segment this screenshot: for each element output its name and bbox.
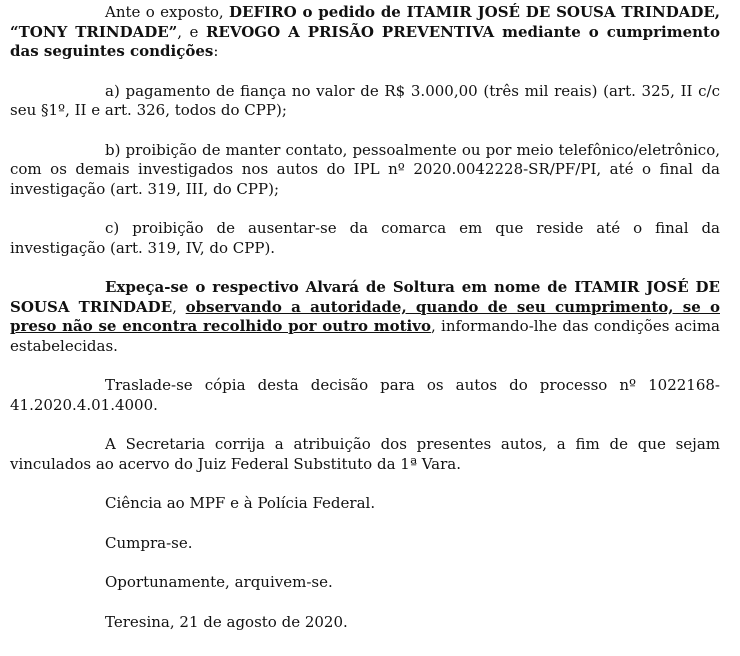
paragraph-arquivem: Oportunamente, arquivem-se. — [105, 573, 333, 591]
decision-colon: : — [213, 42, 219, 60]
place-and-date: Teresina, 21 de agosto de 2020. — [105, 612, 348, 631]
decision-intro: Ante o exposto, — [105, 3, 230, 21]
condition-c: c) proibição de ausentar-se da comarca em que reside até o final da investigação (art. 319, IV, do CPP). — [10, 219, 720, 257]
paragraph-cumpra: Cumpra-se. — [105, 533, 193, 552]
paragraph-secretaria: A Secretaria corrija a atribuição dos presentes autos, a fim de que sejam vinculados ao acervo do Juiz Federal Substituto da 1ª Vara. — [10, 435, 720, 473]
condition-a: a) pagamento de fiança no valor de R$ 3.000,00 (três mil reais) (art. 325, II c/c seu §1º, II e art. 326, todos do CPP); — [10, 81, 720, 119]
alvara-order: Expeça-se o respectivo Alvará de Soltura em nome de ITAMIR JOSÉ DE SOUSA TRINDADE — [10, 278, 720, 316]
alvara-comma: , — [172, 297, 186, 316]
alvara-observation: observando a autoridade, quando de seu cumprimento, se o preso não se encontra recolhido por outro motivo — [10, 297, 720, 335]
decision-connector: , e — [177, 22, 206, 41]
condition-b: b) proibição de manter contato, pessoalmente ou por meio telefônico/eletrônico, com os demais investigados nos autos do IPL nº 2020.0042228-SR/PF/PI, até o final da investigação (art. 319, III, do CPP); — [10, 140, 720, 198]
decision-document — [10, 3, 720, 652]
paragraph-decision — [10, 3, 720, 62]
decision-defiro: DEFIRO o pedido de ITAMIR JOSÉ DE SOUSA TRINDADE, “TONY TRINDADE” — [10, 3, 720, 41]
alvara-closing: , informando-lhe das condições acima estabelecidas. — [10, 317, 720, 355]
decision-revogo: REVOGO A PRISÃO PREVENTIVA mediante o cumprimento das seguintes condições — [10, 22, 720, 60]
paragraph-ciencia: Ciência ao MPF e à Polícia Federal. — [105, 494, 376, 512]
paragraph-alvara — [10, 278, 720, 356]
paragraph-traslade: Traslade-se cópia desta decisão para os autos do processo nº 1022168-41.2020.4.01.4000. — [10, 376, 720, 414]
